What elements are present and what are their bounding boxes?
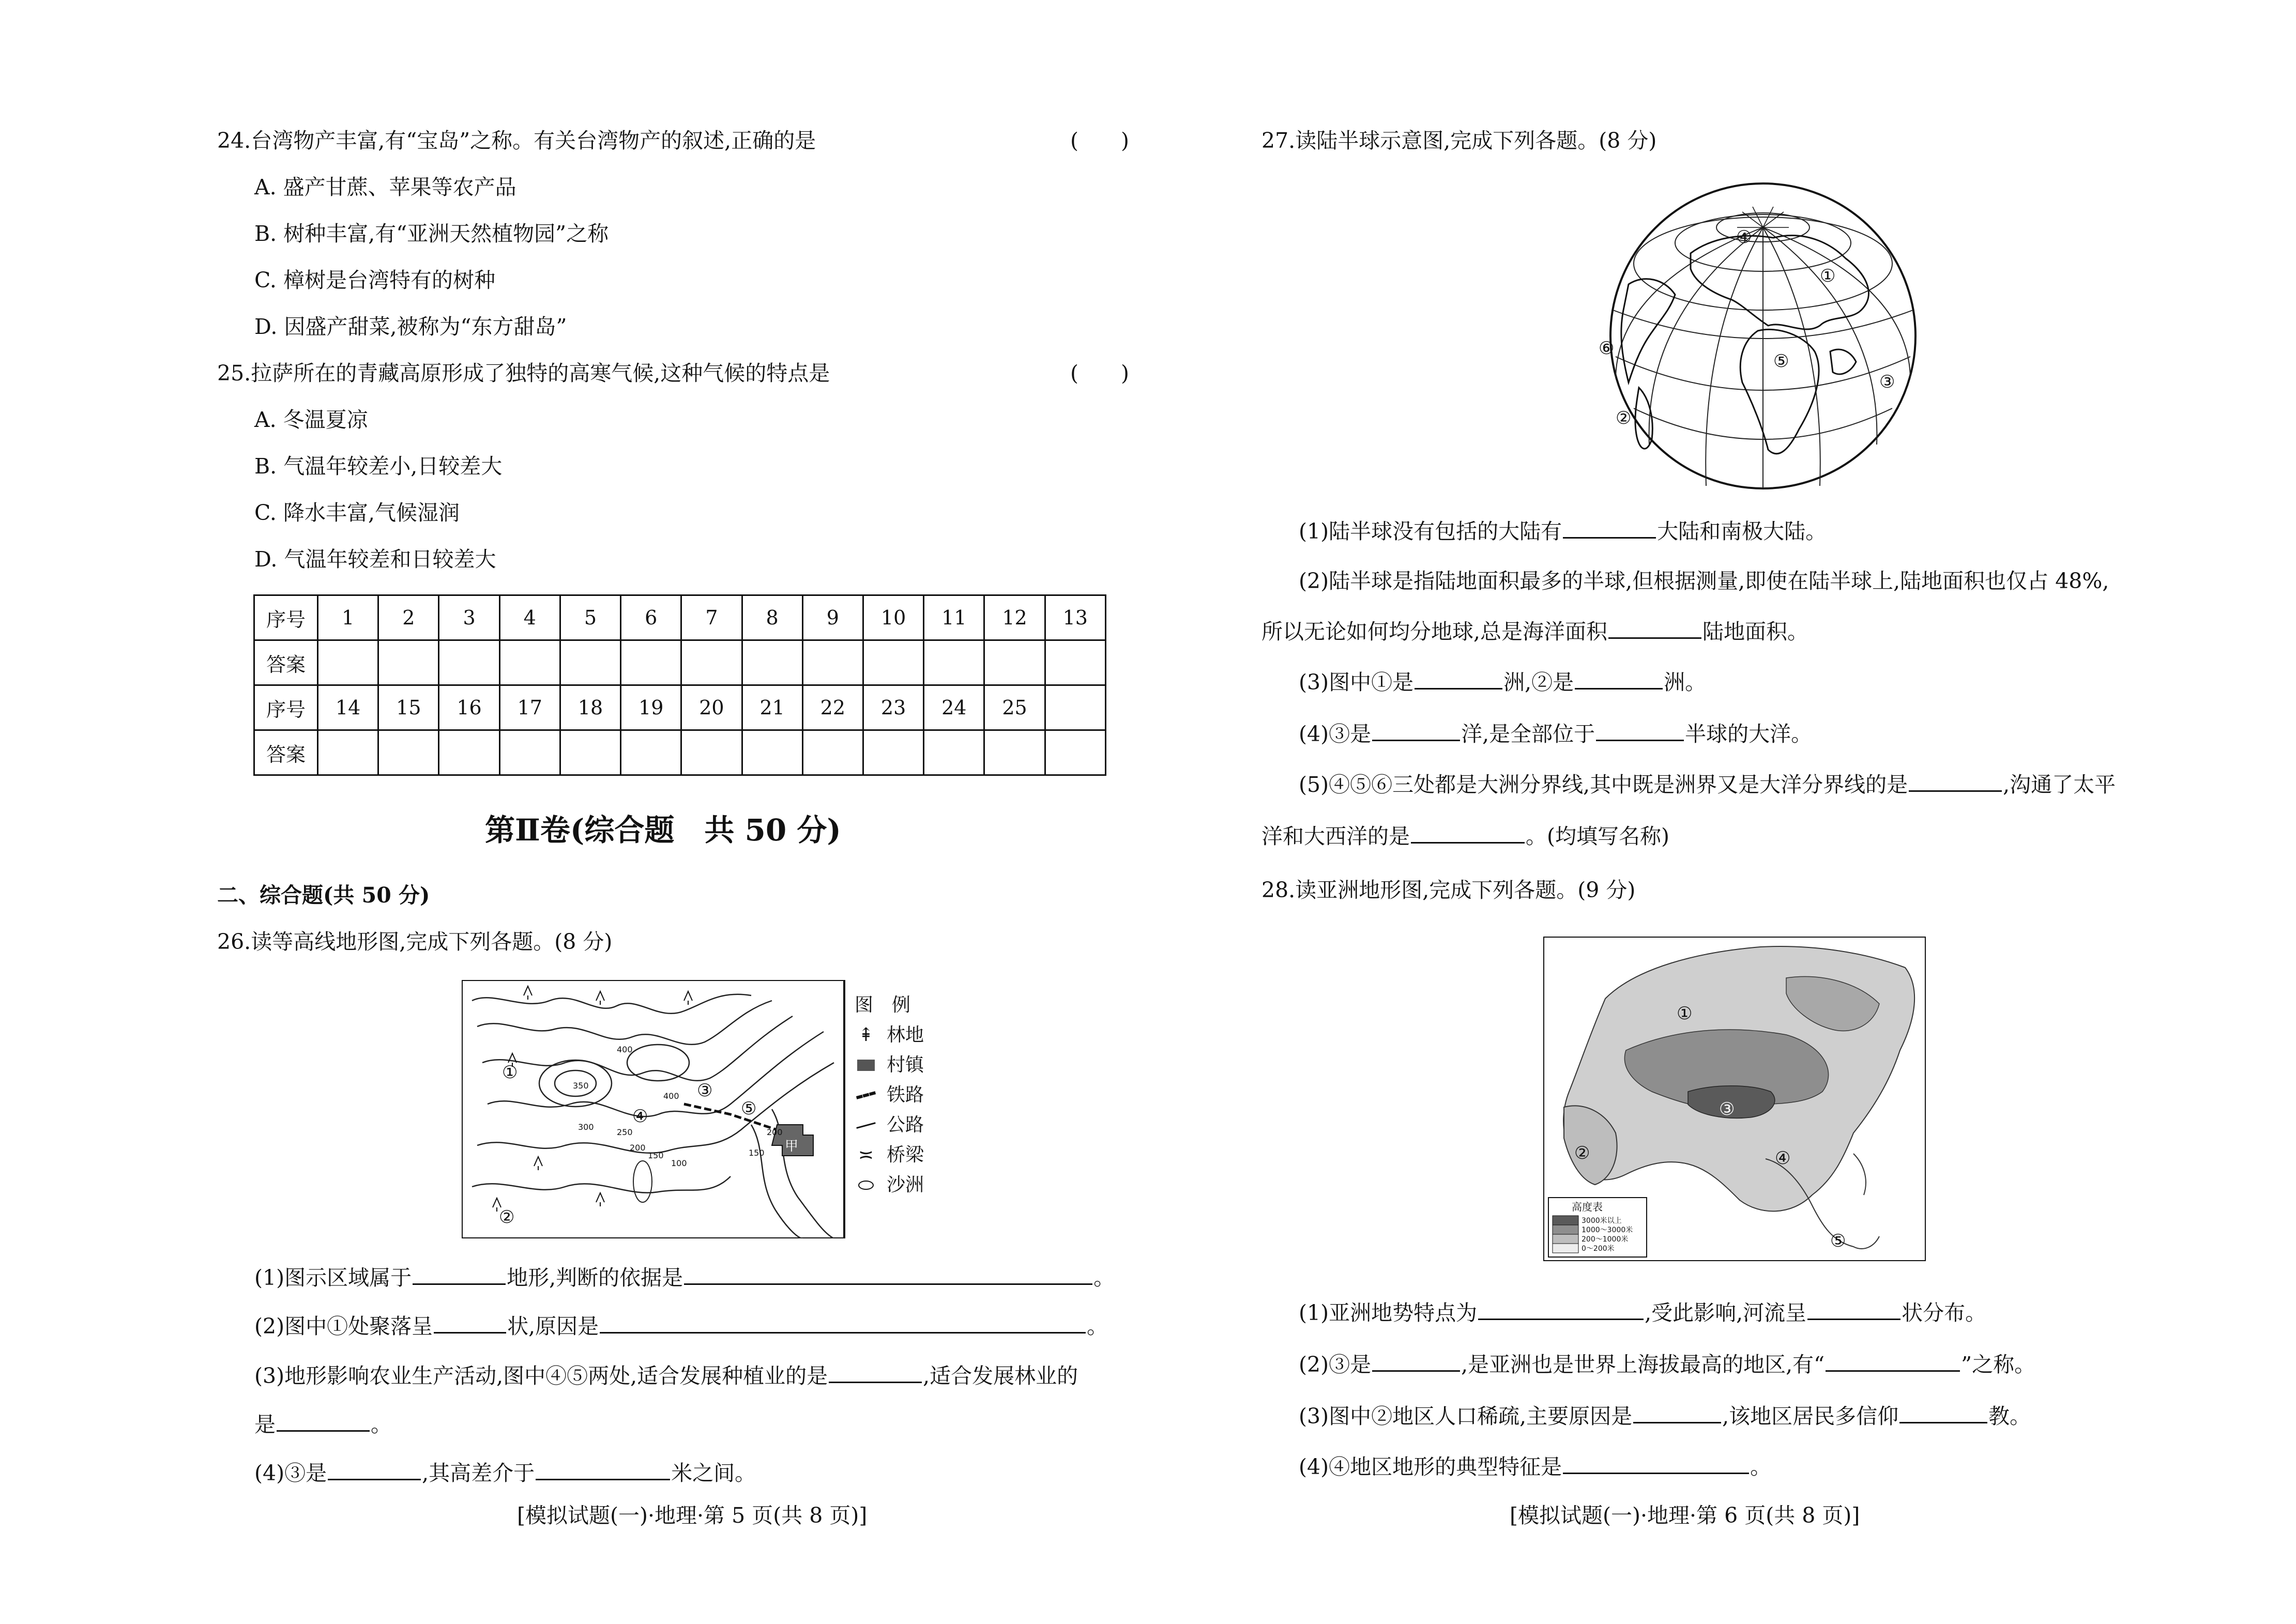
right-page (1148, 0, 2296, 1624)
map-label-jia: 甲 (785, 1139, 799, 1154)
answer-blank[interactable] (1807, 1299, 1900, 1320)
contour-label-100: 100 (671, 1158, 687, 1168)
table-cell: 2 (378, 595, 439, 640)
answer-blank[interactable] (1909, 771, 2002, 792)
forest-icon: ⇞ (858, 1024, 874, 1046)
q28-part2 (1299, 1350, 2035, 1379)
subsection-title: 二、综合题(共 50 分) (217, 883, 430, 908)
answer-blank[interactable] (1411, 822, 1525, 844)
legend-label: 沙洲 (887, 1174, 924, 1196)
table-cell: 5 (560, 595, 620, 640)
legend-item (855, 1170, 924, 1200)
answer-cell[interactable] (318, 640, 378, 685)
answer-blank[interactable] (1372, 1351, 1460, 1372)
table-cell: 13 (1045, 595, 1105, 640)
globe-label-2: ② (1616, 408, 1632, 428)
map-label-2: ② (499, 1207, 515, 1228)
q27-part2-text: 陆地面积。 (1702, 619, 1809, 644)
q24-option-a[interactable]: A. 盛产甘蔗、苹果等农产品 (254, 175, 516, 200)
legend-label: 林地 (887, 1024, 924, 1046)
asia-terrain-map (1543, 937, 1926, 1261)
legend-item (855, 1080, 924, 1110)
q26-part1-text: 地形,判断的依据是 (507, 1265, 683, 1290)
globe-label-6: ⑥ (1599, 338, 1615, 359)
elevation-legend-title: 高度表 (1572, 1201, 1603, 1213)
q26-part4-text: (4)③是 (254, 1461, 327, 1485)
q25-option-c[interactable]: C. 降水丰富,气候湿润 (254, 500, 460, 525)
q27-part5 (1299, 770, 2116, 799)
q26-part4-text: ,其高差介于 (422, 1461, 535, 1485)
table-cell: 12 (984, 595, 1045, 640)
q26-part3-text: (3)地形影响农业生产活动,图中④⑤两处,适合发展种植业的是 (254, 1363, 828, 1388)
q26-part3-text: 是 (254, 1412, 276, 1437)
legend-item (855, 1020, 924, 1050)
globe-label-5: ⑤ (1773, 351, 1789, 372)
q28-part2-text: ,是亚洲也是世界上海拔最高的地区,有“ (1461, 1352, 1825, 1377)
answer-cell[interactable] (984, 730, 1045, 775)
answer-blank[interactable] (328, 1459, 421, 1480)
elevation-legend (1548, 1198, 1647, 1257)
q28-part2-text: (2)③是 (1299, 1352, 1372, 1377)
legend-item (855, 1110, 924, 1140)
table-cell: 25 (984, 685, 1045, 730)
legend-title: 图 例 (855, 994, 911, 1016)
q27-part2-cont (1261, 617, 1808, 646)
answer-cell[interactable] (924, 640, 984, 685)
q28-part3-text: (3)图中②地区人口稀疏,主要原因是 (1299, 1404, 1633, 1429)
q27-part4-text: (4)③是 (1299, 722, 1372, 746)
answer-cell[interactable] (439, 730, 499, 775)
answer-cell[interactable] (742, 640, 802, 685)
answer-cell[interactable] (560, 730, 620, 775)
sandbar-icon (855, 1175, 877, 1196)
answer-blank[interactable] (1563, 517, 1656, 539)
table-cell: 23 (863, 685, 923, 730)
table-cell: 8 (742, 595, 802, 640)
q24-stem: 24.台湾物产丰富,有“宝岛”之称。有关台湾物产的叙述,正确的是 (217, 128, 816, 153)
q28-part2-text: ”之称。 (1961, 1352, 2036, 1377)
table-cell: 24 (924, 685, 984, 730)
table-row (254, 685, 1106, 730)
table-cell: 22 (802, 685, 863, 730)
asia-label-2: ② (1574, 1143, 1590, 1163)
q26-part3-cont (254, 1410, 392, 1439)
q27-part3-text: 洲,②是 (1503, 670, 1574, 695)
q27-part5-text: ,沟通了太平 (2003, 772, 2116, 797)
q27-part5-text: 。(均填写名称) (1526, 824, 1669, 849)
answer-cell[interactable] (681, 640, 742, 685)
table-cell: 14 (318, 685, 378, 730)
q27-stem: 27.读陆半球示意图,完成下列各题。(8 分) (1261, 128, 1657, 153)
answer-cell[interactable] (499, 730, 560, 775)
table-header-cell: 答案 (254, 640, 318, 685)
q28-part3-text: ,该地区居民多信仰 (1722, 1404, 1899, 1429)
q28-part1-text: ,受此影响,河流呈 (1645, 1300, 1807, 1325)
q24-option-b[interactable]: B. 树种丰富,有“亚洲天然植物园”之称 (254, 221, 609, 246)
answer-cell[interactable] (560, 640, 620, 685)
q27-part2-text: 所以无论如何均分地球,总是海洋面积 (1261, 619, 1608, 644)
answer-blank[interactable] (1563, 1453, 1749, 1474)
contour-label-200b: 200 (767, 1127, 783, 1137)
asia-label-4: ④ (1775, 1148, 1791, 1169)
contour-label-150: 150 (648, 1151, 664, 1160)
legend-item (855, 1140, 924, 1170)
q27-part3 (1299, 668, 1706, 697)
q27-part1-text: 大陆和南极大陆。 (1657, 519, 1827, 544)
table-row (254, 640, 1106, 685)
q27-part4 (1299, 719, 1812, 748)
answer-cell[interactable] (1045, 640, 1105, 685)
q27-part1-text: (1)陆半球没有包括的大陆有 (1299, 519, 1562, 544)
answer-cell[interactable] (681, 730, 742, 775)
q25-option-a[interactable]: A. 冬温夏凉 (254, 407, 368, 432)
q26-part3 (254, 1361, 1078, 1390)
answer-cell[interactable] (924, 730, 984, 775)
q26-part2-text: (2)图中①处聚落呈 (254, 1314, 433, 1339)
elevation-legend-item: 1000～3000米 (1582, 1226, 1633, 1234)
q28-part4 (1299, 1452, 1771, 1481)
asia-map-svg (1543, 937, 1926, 1261)
asia-label-5: ⑤ (1830, 1231, 1846, 1251)
contour-label-350: 350 (573, 1081, 589, 1091)
q26-part3-text: 。 (371, 1412, 392, 1437)
table-cell: 20 (681, 685, 742, 730)
table-cell: 19 (621, 685, 681, 730)
answer-blank[interactable] (1478, 1299, 1644, 1320)
answer-cell[interactable] (984, 640, 1045, 685)
contour-label-400b: 400 (663, 1091, 679, 1101)
answer-blank[interactable] (684, 1264, 1092, 1285)
table-cell: 18 (560, 685, 620, 730)
map-label-5: ⑤ (741, 1098, 757, 1119)
page-footer: [模拟试题(一)·地理·第 5 页(共 8 页)] (517, 1503, 868, 1528)
village-icon (855, 1055, 877, 1076)
railway-icon (855, 1085, 877, 1106)
answer-blank[interactable] (1415, 668, 1502, 690)
answer-blank[interactable] (1608, 618, 1701, 639)
table-header-cell: 序号 (254, 685, 318, 730)
asia-label-3: ③ (1719, 1099, 1735, 1120)
table-header-cell: 答案 (254, 730, 318, 775)
answer-blank[interactable] (1826, 1351, 1960, 1372)
answer-blank[interactable] (1899, 1402, 1987, 1423)
table-cell: 10 (863, 595, 923, 640)
q27-part4-text: 洋,是全部位于 (1461, 722, 1595, 746)
answer-blank[interactable] (600, 1312, 1086, 1334)
map-label-1: ① (502, 1062, 518, 1083)
table-cell: 6 (621, 595, 681, 640)
answer-blank[interactable] (277, 1411, 370, 1432)
q25-option-d[interactable]: D. 气温年较差和日较差大 (254, 547, 496, 572)
answer-cell[interactable] (863, 640, 923, 685)
answer-cell[interactable] (499, 640, 560, 685)
q28-part1-text: (1)亚洲地势特点为 (1299, 1300, 1478, 1325)
table-cell (1045, 685, 1105, 730)
map-label-4: ④ (632, 1106, 648, 1127)
land-hemisphere-globe (1587, 181, 1939, 491)
contour-label-250: 250 (617, 1127, 633, 1137)
bridge-icon: ≍ (858, 1144, 874, 1166)
q26-part4 (254, 1459, 756, 1488)
answer-blank[interactable] (1372, 720, 1460, 741)
contour-map-legend (855, 990, 924, 1200)
q27-part3-text: 洲。 (1664, 670, 1707, 695)
answer-cell[interactable] (802, 640, 863, 685)
answer-cell[interactable] (863, 730, 923, 775)
q28-part4-text: (4)④地区地形的典型特征是 (1299, 1454, 1562, 1479)
table-cell: 11 (924, 595, 984, 640)
contour-label-300: 300 (578, 1122, 594, 1132)
answer-blank[interactable] (1596, 720, 1684, 741)
table-header-cell: 序号 (254, 595, 318, 640)
asia-label-1: ① (1677, 1003, 1693, 1024)
table-cell: 17 (499, 685, 560, 730)
answer-cell[interactable] (802, 730, 863, 775)
table-cell: 9 (802, 595, 863, 640)
globe-label-4: ④ (1736, 227, 1752, 248)
road-icon (855, 1115, 877, 1136)
answer-blank[interactable] (1633, 1402, 1721, 1423)
table-cell: 21 (742, 685, 802, 730)
q25-option-b[interactable]: B. 气温年较差小,日较差大 (254, 454, 503, 479)
table-cell: 15 (378, 685, 439, 730)
q25-stem: 25.拉萨所在的青藏高原形成了独特的高寒气候,这种气候的特点是 (217, 361, 830, 386)
q27-part5-text: 洋和大西洋的是 (1261, 824, 1410, 849)
table-row (254, 595, 1106, 640)
answer-cell[interactable] (318, 730, 378, 775)
q26-stem: 26.读等高线地形图,完成下列各题。(8 分) (217, 929, 613, 954)
answer-blank[interactable] (829, 1362, 922, 1383)
answer-cell[interactable] (378, 730, 439, 775)
contour-map (462, 980, 937, 1238)
globe-label-3: ③ (1879, 372, 1895, 392)
globe-label-1: ① (1820, 266, 1836, 286)
q27-part5-cont (1261, 822, 1669, 851)
map-label-3: ③ (697, 1080, 713, 1101)
answer-blank[interactable] (536, 1459, 670, 1480)
answer-cell[interactable] (621, 730, 681, 775)
q26-part2-text: 。 (1087, 1314, 1108, 1339)
table-cell: 3 (439, 595, 499, 640)
legend-label: 公路 (887, 1114, 924, 1136)
q28-part3 (1299, 1402, 2031, 1431)
q28-part1-text: 状分布。 (1902, 1300, 1987, 1325)
answer-blank[interactable] (413, 1264, 506, 1285)
q24-answer-paren[interactable]: ( ) (1070, 128, 1129, 153)
legend-title-row (855, 990, 924, 1020)
legend-label: 村镇 (887, 1054, 924, 1076)
q26-part4-text: 米之间。 (671, 1461, 756, 1485)
q25-answer-paren[interactable]: ( ) (1070, 361, 1129, 386)
q27-part2: (2)陆半球是指陆地面积最多的半球,但根据测量,即使在陆半球上,陆地面积也仅占 48%, (1299, 569, 2109, 593)
q26-part1 (254, 1263, 1115, 1292)
contour-label-400: 400 (617, 1045, 633, 1054)
contour-label-200: 200 (630, 1143, 646, 1153)
answer-blank[interactable] (434, 1312, 506, 1334)
contour-label-150b: 150 (749, 1148, 765, 1158)
globe-svg (1587, 181, 1939, 491)
legend-label: 桥梁 (887, 1144, 924, 1166)
elevation-legend-item: 200～1000米 (1582, 1235, 1629, 1244)
q27-part4-text: 半球的大洋。 (1685, 722, 1813, 746)
table-cell: 16 (439, 685, 499, 730)
q26-part1-text: (1)图示区域属于 (254, 1265, 412, 1290)
legend-label: 铁路 (887, 1084, 924, 1106)
q27-part1 (1299, 517, 1827, 546)
q26-part3-text: ,适合发展林业的 (923, 1363, 1078, 1388)
q28-part3-text: 教。 (1988, 1404, 2031, 1429)
q28-part1 (1299, 1298, 1986, 1327)
legend-item (855, 1050, 924, 1080)
table-cell: 4 (499, 595, 560, 640)
q26-part2-text: 状,原因是 (507, 1314, 599, 1339)
answer-table (253, 594, 1106, 776)
table-cell: 1 (318, 595, 378, 640)
q27-part3-text: (3)图中①是 (1299, 670, 1414, 695)
table-row (254, 730, 1106, 775)
answer-blank[interactable] (1575, 668, 1663, 690)
answer-cell[interactable] (742, 730, 802, 775)
answer-cell[interactable] (378, 640, 439, 685)
elevation-legend-item: 0～200米 (1582, 1245, 1615, 1253)
q26-part1-text: 。 (1093, 1265, 1115, 1290)
q24-option-c[interactable]: C. 樟树是台湾特有的树种 (254, 268, 495, 293)
answer-cell[interactable] (439, 640, 499, 685)
answer-cell[interactable] (621, 640, 681, 685)
q26-part2 (254, 1312, 1108, 1341)
q28-part4-text: 。 (1750, 1454, 1772, 1479)
elevation-legend-item: 3000米以上 (1582, 1217, 1622, 1225)
q24-option-d[interactable]: D. 因盛产甜菜,被称为“东方甜岛” (254, 314, 567, 339)
answer-cell[interactable] (1045, 730, 1105, 775)
q27-part5-text: (5)④⑤⑥三处都是大洲分界线,其中既是洲界又是大洋分界线的是 (1299, 772, 1908, 797)
page-footer: [模拟试题(一)·地理·第 6 页(共 8 页)] (1510, 1503, 1860, 1528)
q28-stem: 28.读亚洲地形图,完成下列各题。(9 分) (1261, 878, 1636, 902)
section-title: 第Ⅱ卷(综合题 共 50 分) (485, 813, 841, 848)
table-cell: 7 (681, 595, 742, 640)
